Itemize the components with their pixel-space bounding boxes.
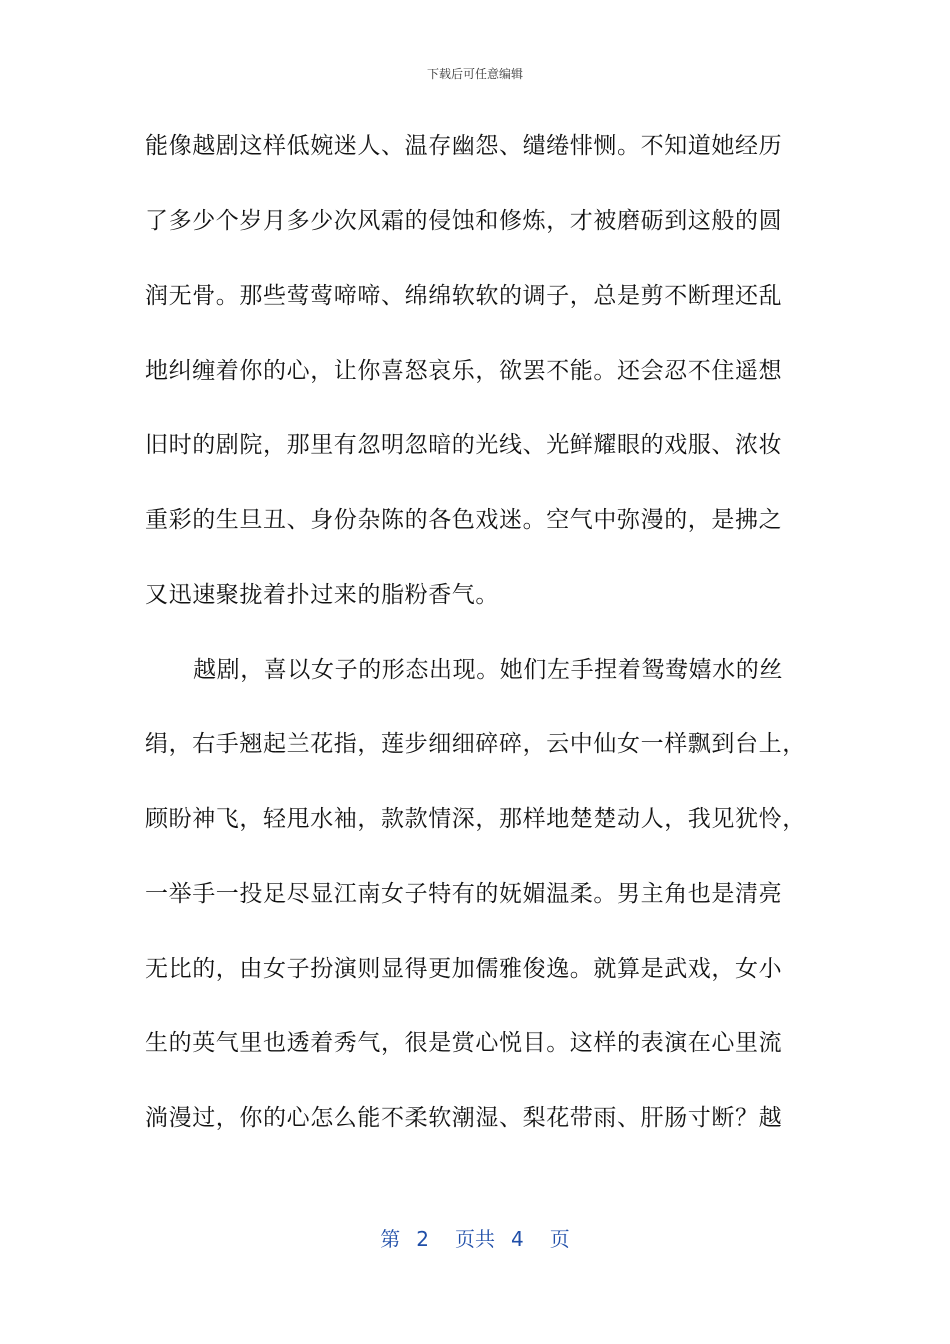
paragraph-line: 绢，右手翘起兰花指，莲步细细碎碎，云中仙女一样飘到台上， xyxy=(145,731,806,757)
paragraph-line: 无比的，由女子扮演则显得更加儒雅俊逸。就算是武戏，女小 xyxy=(145,956,783,982)
paragraph-line: 了多少个岁月多少次风霜的侵蚀和修炼，才被磨砺到这般的圆 xyxy=(145,208,783,234)
paragraph-line: 越剧，喜以女子的形态出现。她们左手捏着鸳鸯嬉水的丝 xyxy=(193,657,783,683)
paragraph-line: 淌漫过，你的心怎么能不柔软潮湿、梨花带雨、肝肠寸断？越 xyxy=(145,1105,783,1131)
footer-middle: 页共 xyxy=(455,1227,495,1251)
page-footer xyxy=(0,1226,950,1252)
paragraph-line: 一举手一投足尽显江南女子特有的妩媚温柔。男主角也是清亮 xyxy=(145,881,783,907)
paragraph-line: 又迅速聚拢着扑过来的脂粉香气。 xyxy=(145,582,499,608)
footer-prefix: 第 xyxy=(380,1227,401,1251)
footer-total-pages: 4 xyxy=(511,1227,524,1251)
paragraph-line: 重彩的生旦丑、身份杂陈的各色戏迷。空气中弥漫的，是拂之 xyxy=(145,507,783,533)
footer-suffix: 页 xyxy=(549,1227,570,1251)
paragraph-line: 地纠缠着你的心，让你喜怒哀乐，欲罢不能。还会忍不住遥想 xyxy=(145,358,783,384)
page-header: 下载后可任意编辑 xyxy=(426,67,523,81)
paragraph-line: 生的英气里也透着秀气，很是赏心悦目。这样的表演在心里流 xyxy=(145,1030,783,1056)
paragraph-line: 润无骨。那些莺莺啼啼、绵绵软软的调子，总是剪不断理还乱 xyxy=(145,283,783,309)
paragraph-line: 旧时的剧院，那里有忽明忽暗的光线、光鲜耀眼的戏服、浓妆 xyxy=(145,432,783,458)
paragraph-line: 顾盼神飞，轻甩水袖，款款情深，那样地楚楚动人，我见犹怜， xyxy=(145,806,806,832)
footer-page-number: 2 xyxy=(416,1227,429,1251)
paragraph-line: 能像越剧这样低婉迷人、温存幽怨、缱绻悱恻。不知道她经历 xyxy=(145,133,783,159)
